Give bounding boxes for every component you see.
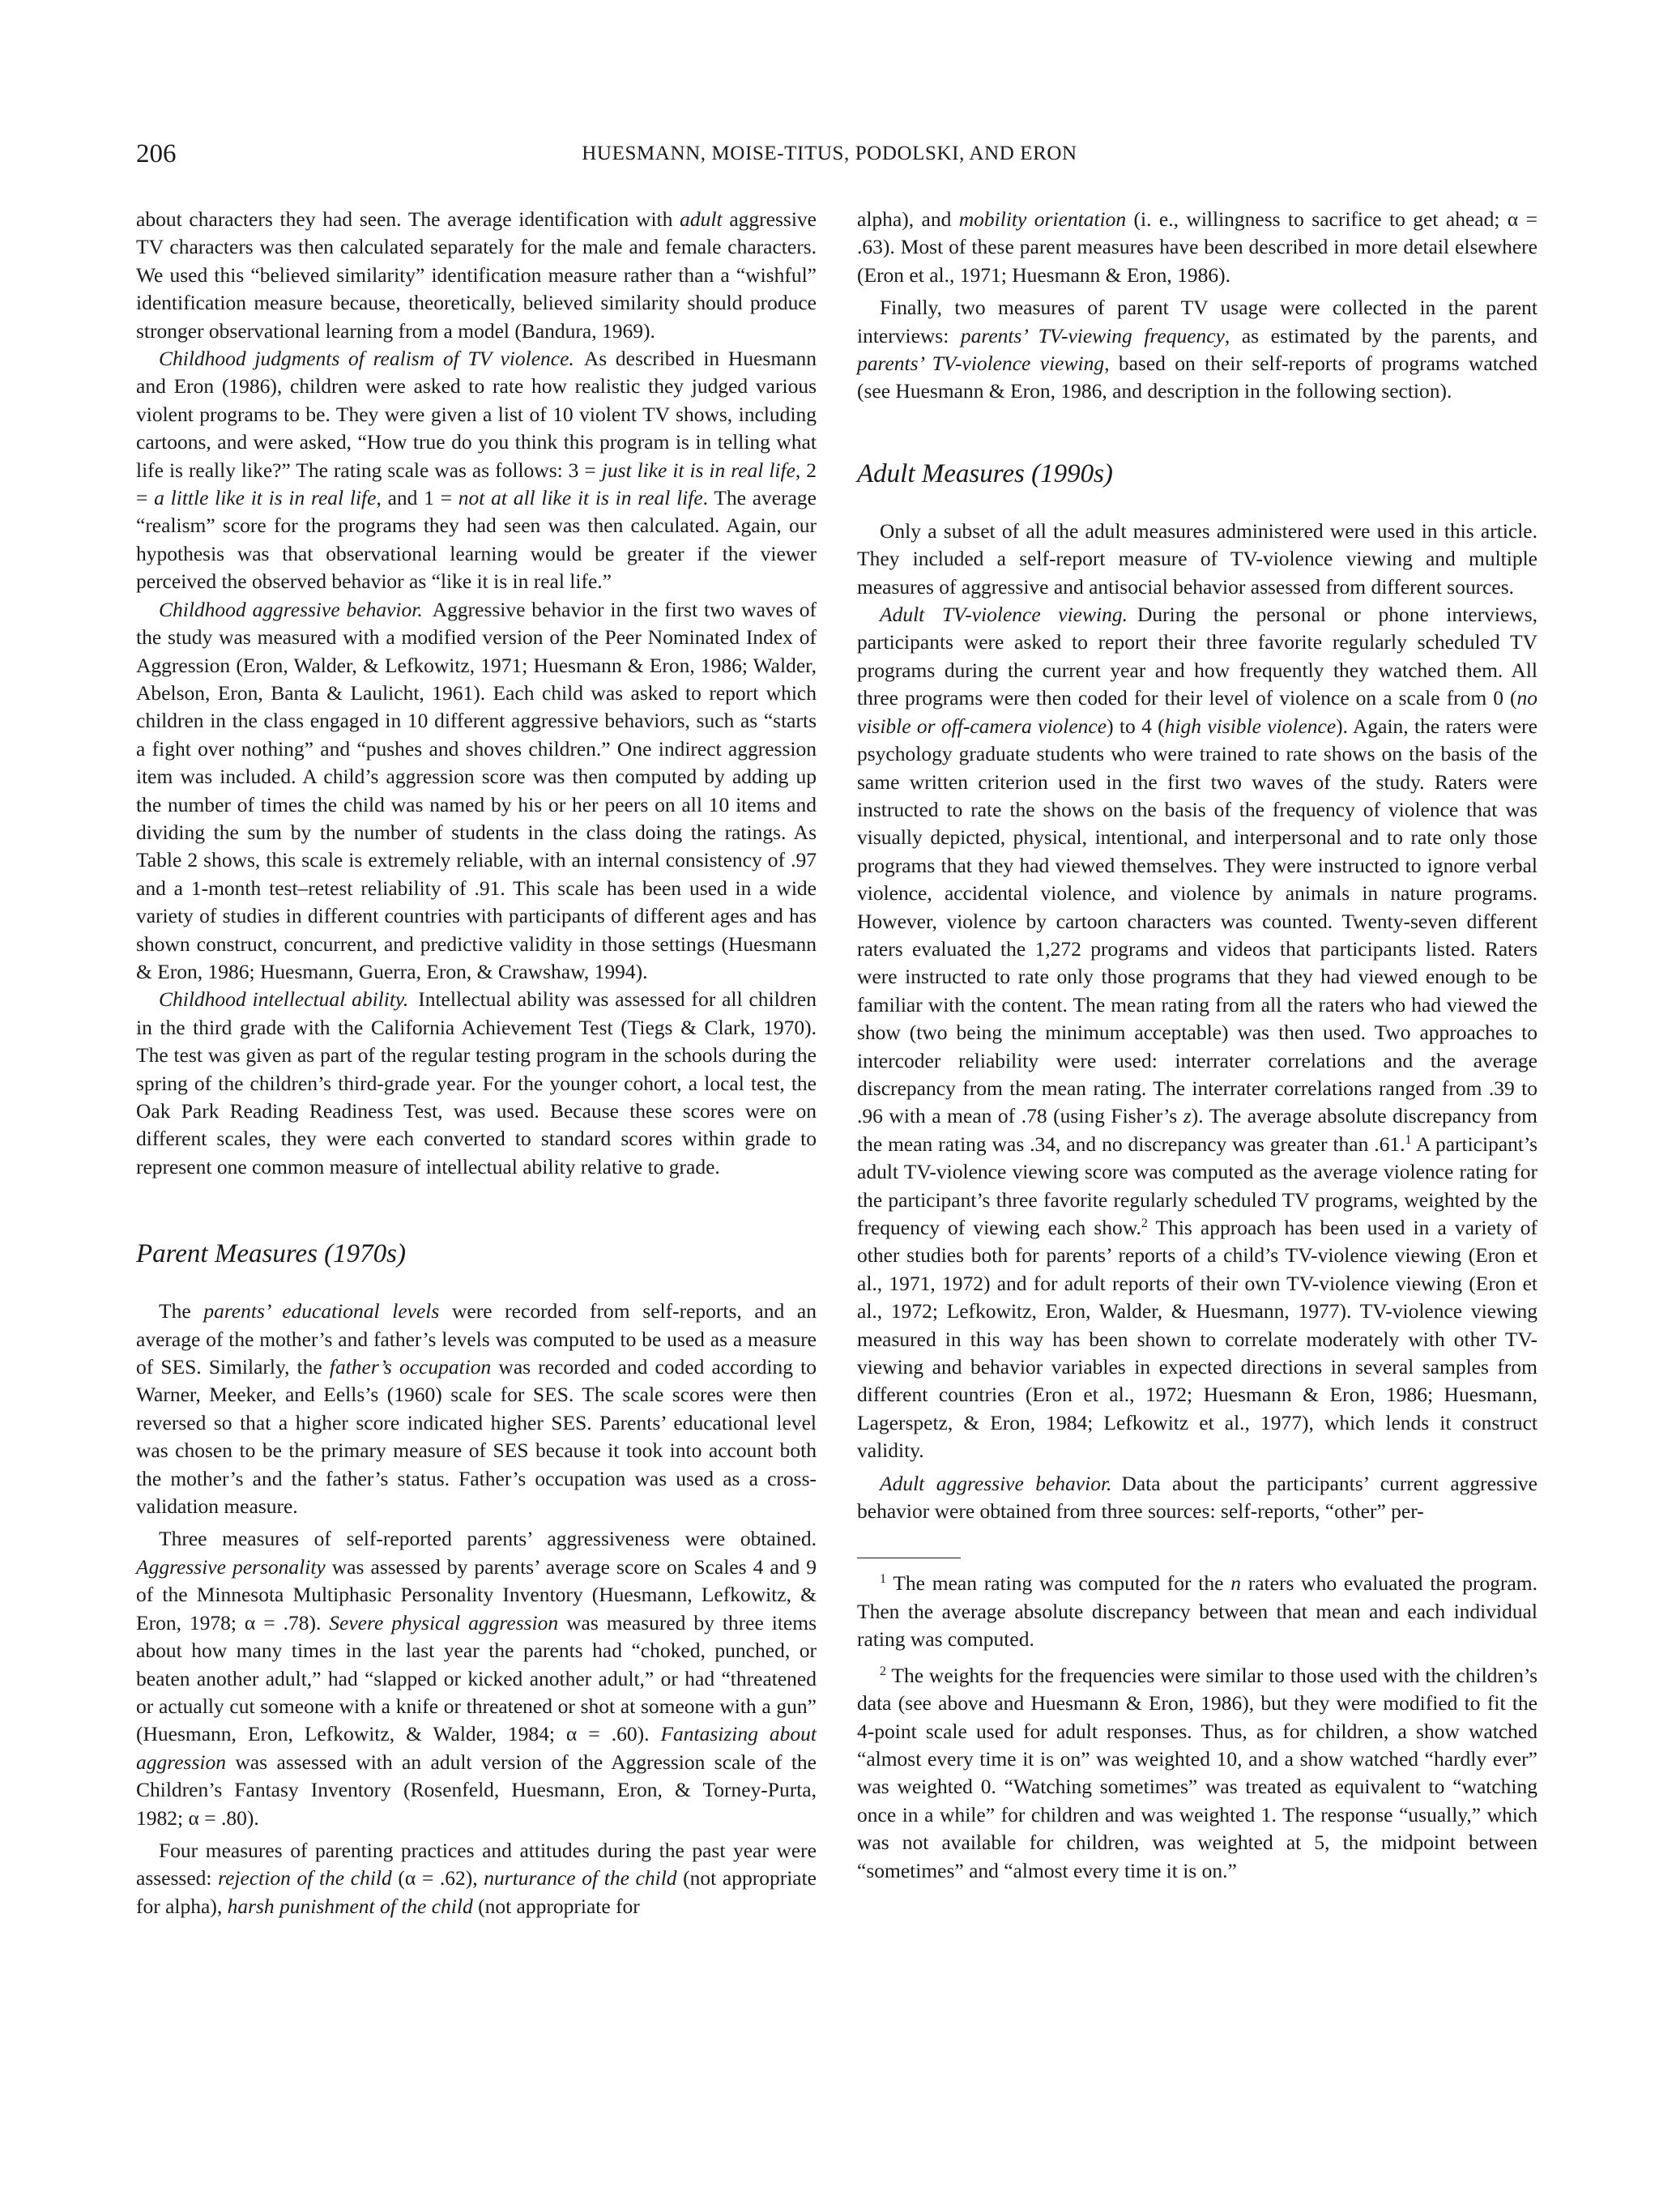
emphasis: nurturance of the child [484, 1866, 677, 1890]
running-head: HUESMANN, MOISE-TITUS, PODOLSKI, AND ERON [582, 143, 1077, 164]
text-run: was recorded and coded according to Warner, Meeker, and Eells’s (1960) scale for SES. The scale scores were then reversed so that a higher score indicated higher SES. Parents’ educational level was chosen to be the primary measure of SES because it took into account both the mother’s and the father’s status. Father’s occupation was used as a cross-validation measure. [136, 1355, 817, 1519]
text-run: based on their self-reports of programs watched (see Huesmann & Eron, 1986, and description in the following section). [857, 352, 1537, 403]
text-run: During the personal or phone interviews, participants were asked to report their three favorite regularly scheduled TV programs during the current year and how frequently they watched them. All three programs were then coded for their level of violence on a scale from 0 ( [857, 603, 1537, 710]
text-run: ). Again, the raters were psychology graduate students who were trained to rate shows on the basis of the same written criterion used in the first two waves of the study. Raters were instructed to rate the shows on the basis of the frequency of violence that was visually depicted, physical, intentional, and interpersonal and to rate only those programs that they had viewed themselves. They were instructed to ignore verbal violence, accidental violence, and violence by animals in nature programs. However, violence by cartoon characters was counted. Twenty-seven different raters evaluated the 1,272 programs and videos that participants listed. Raters were instructed to rate only those programs that they had viewed enough to be familiar with the content. The mean rating from all the raters who had viewed the show (two being the minimum acceptable) was then used. Two approaches to intercoder reliability were used: interrater correlations and the average discrepancy from the mean rating. The interrater correlations ranged from .39 to .96 with a mean of .78 (using Fisher’s [857, 714, 1537, 1128]
text-run: . The average “realism” score for the programs they had seen was then calculated. Again, our hypothesis was that observational learning would be greater if the viewer perceived the observed behavior as “like it is in real life.” [136, 486, 817, 594]
footnote [857, 1570, 1537, 1653]
footnote-marker: 2 [1141, 1217, 1148, 1230]
paragraph [857, 601, 1537, 1465]
text-run: ). The average absolute discrepancy from the mean rating was .34, and no discrepancy was greater than .61. [857, 1104, 1537, 1156]
text-run: (not appropriate for [472, 1894, 640, 1918]
emphasis: a little like it is in real life [154, 486, 377, 510]
section-heading: Parent Measures (1970s) [136, 1239, 406, 1269]
emphasis: no visible or off-camera violence [857, 686, 1537, 738]
text-run: Intellectual ability was assessed for all children in the third grade with the California Achievement Test (Tiegs & Clark, 1970). The test was given as part of the regular testing program in the schools during the spring of the children’s third-grade year. For the younger cohort, a local test, the Oak Park Reading Readiness Test, was used. Because these scores were on different scales, they were each converted to standard scores within grade to represent one common measure of intellectual ability relative to grade. [136, 987, 817, 1178]
emphasis: parents’ educational levels [203, 1299, 440, 1323]
emphasis: adult [680, 207, 723, 231]
emphasis: Aggressive personality [136, 1554, 326, 1579]
emphasis: Severe physical aggression [329, 1610, 559, 1634]
text-run: Data about the participants’ current aggressive behavior were obtained from three sources: self-reports, “other” per- [857, 1471, 1537, 1524]
emphasis: harsh punishment of the child [227, 1894, 473, 1918]
run-in-heading: Adult TV-violence viewing. [880, 603, 1128, 627]
emphasis: just like it is in real life [601, 458, 795, 482]
emphasis: high visible violence [1164, 714, 1337, 738]
text-run: about characters they had seen. The average identification with [136, 207, 680, 231]
text-run: The weights for the frequencies were similar to those used with the children’s data (see above and Huesmann & Eron, 1986), but they were modified to fit the 4-point scale used for adult responses. Thus, as for children, a show watched “almost every time it is on” was weighted 10, and a show watched “hardly ever” was weighted 0. “Watching sometimes” was treated as equivalent to “watching once in a while” for children and was weighted 1. The response “usually,” which was not available for children, was weighted at 5, the midpoint between “sometimes” and “almost every time it is on.” [857, 1663, 1537, 1882]
text-run: was assessed with an adult version of the Aggression scale of the Children’s Fantasy Inventory (Rosenfeld, Huesmann, Eron, & Torney-Purta, 1982; α = .80). [136, 1750, 817, 1830]
paragraph [136, 206, 817, 345]
run-in-heading: Adult aggressive behavior. [880, 1471, 1112, 1495]
text-run: The [159, 1299, 204, 1323]
paragraph [857, 206, 1537, 289]
run-in-heading: Childhood aggressive behavior. [159, 597, 423, 621]
emphasis: rejection of the child [218, 1866, 392, 1890]
paragraph [136, 1525, 817, 1831]
text-run: Four measures of parenting practices and attitudes during the past year were assessed: [136, 1838, 817, 1890]
paragraph [857, 1470, 1537, 1526]
footnote-marker: 1 [880, 1572, 886, 1587]
section-heading: Adult Measures (1990s) [857, 458, 1113, 488]
footnote-marker: 1 [1405, 1132, 1412, 1147]
emphasis: father’s occupation [329, 1355, 492, 1379]
paragraph [136, 1837, 817, 1920]
paragraph [136, 596, 817, 987]
paragraph [136, 345, 817, 596]
text-run: was measured by three items about how many times in the last year the parents had “choked, punched, or beaten another adult,” had “slapped or kicked another adult,” or had “threatened or actually cut someone with a knife or threatened or shot at someone with a gun” (Huesmann, Eron, Lefkowitz, & Walder, 1984; α = .60). [136, 1610, 817, 1746]
left-column [136, 206, 817, 1920]
text-run: (α = .62), [391, 1866, 484, 1890]
emphasis: parents’ TV-violence viewing, [857, 352, 1110, 376]
emphasis: mobility orientation [958, 207, 1127, 231]
paragraph [857, 294, 1537, 406]
emphasis: parents’ TV-viewing frequency [960, 323, 1225, 347]
text-run: (not appropriate for alpha), [136, 1866, 817, 1918]
footnote [857, 1662, 1537, 1885]
text-run: Three measures of self-reported parents’ aggressiveness were obtained. [159, 1527, 817, 1551]
paragraph [136, 986, 817, 1181]
text-run: The mean rating was computed for the [886, 1571, 1231, 1596]
paragraph [857, 518, 1537, 601]
text-run: , 2 = [136, 458, 817, 510]
footnote-marker: 2 [880, 1664, 886, 1678]
text-run: was assessed by parents’ average score on Scales 4 and 9 of the Minnesota Multiphasic Personality Inventory (Huesmann, Lefkowitz, & Eron, 1978; α = .78). [136, 1554, 817, 1634]
text-run: aggressive TV characters was then calculated separately for the male and female characters. We used this “believed similarity” identification measure rather than a “wishful” identification measure because, theoretically, believed similarity should produce stronger observational learning from a model (Bandura, 1969). [136, 207, 817, 343]
text-run: This approach has been used in a variety of other studies both for parents’ reports of a child’s TV-violence viewing (Eron et al., 1971, 1972) and for adult reports of their own TV-violence viewing (Eron et al., 1972; Lefkowitz, Eron, Walder, & Huesmann, 1977). TV-violence viewing measured in this way has been shown to correlate moderately with other TV-viewing and behavior variables in expected directions in several samples from different countries (Eron et al., 1972; Huesmann & Eron, 1986; Huesmann, Lagerspetz, & Eron, 1984; Lefkowitz et al., 1977), which lends it construct validity. [857, 1216, 1537, 1463]
text-run: were recorded from self-reports, and an average of the mother’s and father’s levels was computed to be used as a measure of SES. Similarly, the [136, 1299, 817, 1379]
emphasis: n [1230, 1571, 1241, 1596]
run-in-heading: Childhood judgments of realism of TV violence. [159, 347, 574, 371]
text-run: , as estimated by the parents, and [1224, 323, 1537, 347]
text-run: Finally, two measures of parent TV usage were collected in the parent interviews: [857, 296, 1537, 347]
emphasis: Fantasizing about aggression [136, 1722, 817, 1774]
text-run: , and 1 = [376, 486, 458, 510]
text-run: ) to 4 ( [1107, 714, 1165, 738]
paragraph [136, 1298, 817, 1520]
text-run: alpha), and [857, 207, 959, 231]
run-in-heading: Childhood intellectual ability. [159, 987, 409, 1012]
emphasis: z [1183, 1104, 1192, 1128]
text-run: Only a subset of all the adult measures administered were used in this article. They included a self-report measure of TV-violence viewing and multiple measures of aggressive and antisocial behavior assessed from different sources. [857, 518, 1537, 599]
right-column [857, 206, 1537, 1885]
text-run: A participant’s adult TV-violence viewing score was computed as the average violence rating for the participant’s three favorite regularly scheduled TV programs, weighted by the frequency of viewing each show. [857, 1132, 1537, 1239]
emphasis: not at all like it is in real life [458, 486, 703, 510]
text-run: (i. e., willingness to sacrifice to get ahead; α = .63). Most of these parent measures have been described in more detail elsewhere (Eron et al., 1971; Huesmann & Eron, 1986). [857, 207, 1538, 287]
text-run: As described in Huesmann and Eron (1986), children were asked to rate how realistic they judged various violent programs to be. They were given a list of 10 violent TV shows, including cartoons, and were asked, “How true do you think this program is in telling what life is really like?” The rating scale was as follows: 3 = [136, 347, 817, 482]
text-run: Aggressive behavior in the first two waves of the study was measured with a modified version of the Peer Nominated Index of Aggression (Eron, Walder, & Lefkowitz, 1971; Huesmann & Eron, 1986; Walder, Abelson, Eron, Banta & Laulicht, 1961). Each child was asked to report which children in the class engaged in 10 different aggressive behaviors, such as “starts a fight over nothing” and “pushes and shoves children.” One indirect aggression item was included. A child’s aggression score was then computed by adding up the number of times the child was named by his or her peers on all 10 items and dividing the sum by the number of students in the class doing the ratings. As Table 2 shows, this scale is extremely reliable, with an internal consistency of .97 and a 1-month test–retest reliability of .91. This scale has been used in a wide variety of studies in different countries with participants of different ages and has shown construct, concurrent, and predictive validity in those settings (Huesmann & Eron, 1986; Huesmann, Guerra, Eron, & Crawshaw, 1994). [136, 597, 817, 983]
text-run: raters who evaluated the program. Then the average absolute discrepancy between that mean and each individual rating was computed. [857, 1571, 1538, 1652]
page-number: 206 [136, 139, 177, 168]
